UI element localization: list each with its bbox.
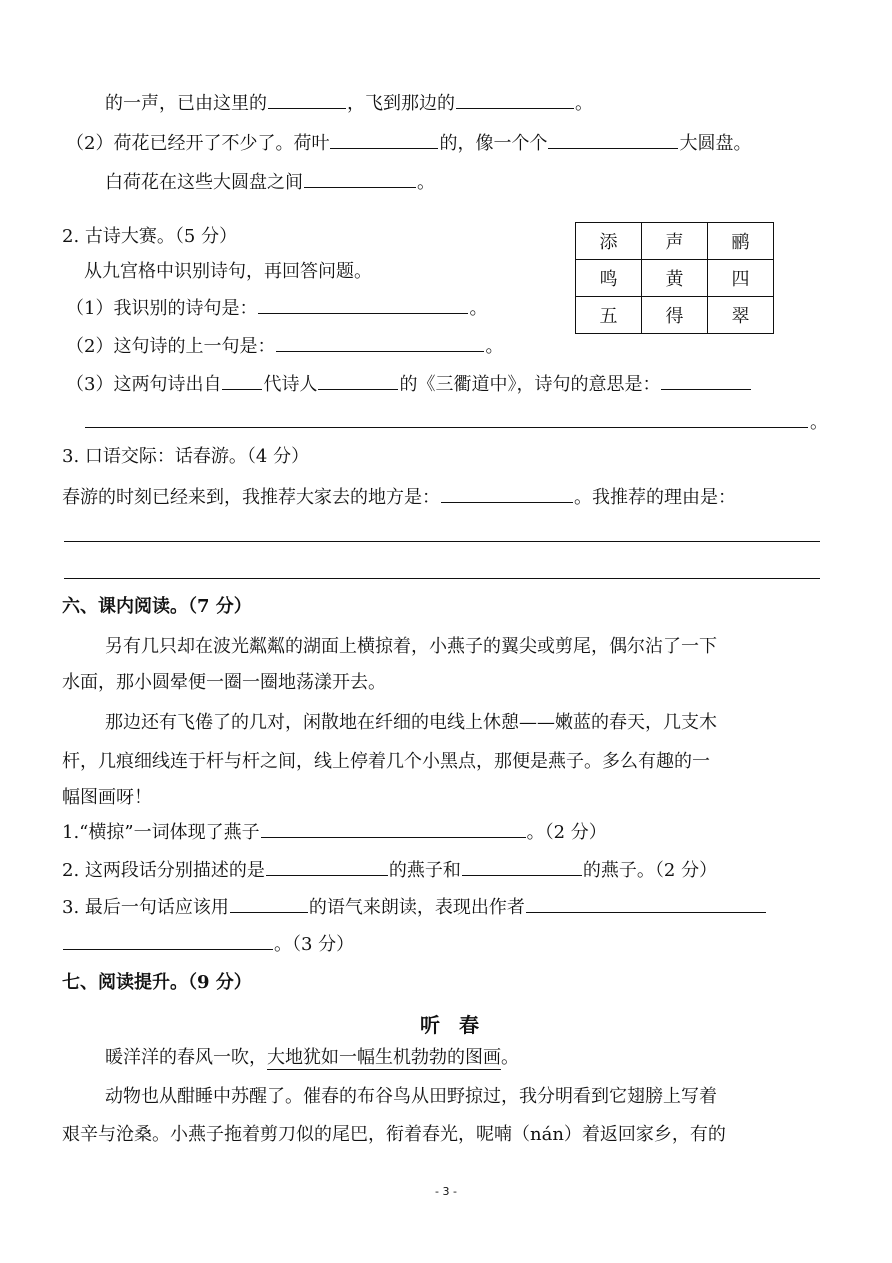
answer-blank[interactable] — [548, 130, 678, 149]
answer-blank[interactable] — [441, 484, 573, 503]
s6-q3-cont — [62, 931, 354, 958]
s7-p1 — [105, 1045, 519, 1071]
grid-cell: 四 — [708, 260, 774, 297]
q1-sub2-line2 — [105, 169, 435, 196]
s6-p2-line1: 那边还有飞倦了的几对，闲散地在纤细的电线上休憩——嫩蓝的春天，几支木 — [105, 712, 717, 733]
q1-sub2-text-a: （2）荷花已经开了不少了。荷叶 — [66, 133, 330, 154]
s6-p1-line1: 另有几只却在波光粼粼的湖面上横掠着，小燕子的翼尖或剪尾，偶尔沾了一下 — [105, 636, 717, 657]
grid-cell: 鹂 — [708, 223, 774, 260]
answer-blank[interactable] — [661, 371, 751, 390]
grid-cell: 声 — [642, 223, 708, 260]
s6-q2-text-b: 的燕子和 — [388, 860, 461, 881]
answer-blank[interactable] — [258, 295, 468, 314]
s6-p2-line3: 幅图画呀！ — [62, 787, 152, 808]
answer-blank[interactable] — [276, 333, 484, 352]
q2-sub1 — [66, 295, 487, 322]
answer-blank[interactable] — [526, 894, 766, 913]
s6-q1-text-a: 1.“横掠”一词体现了燕子 — [62, 822, 260, 843]
q1-sub2-text-e: 。 — [417, 172, 435, 193]
q3-title: 3. 口语交际：话春游。（4 分） — [62, 446, 310, 467]
answer-blank[interactable] — [456, 90, 574, 109]
q1-line1-text-a: 的一声，已由这里的 — [105, 93, 267, 114]
q2-sub2-text-a: （2）这句诗的上一句是： — [66, 336, 276, 357]
q3-line — [62, 484, 736, 511]
s7-p2-line1: 动物也从酣睡中苏醒了。催春的布谷鸟从田野掠过，我分明看到它翅膀上写着 — [105, 1086, 717, 1107]
section6-heading: 六、课内阅读。（7 分） — [62, 596, 252, 617]
answer-blank[interactable] — [330, 130, 438, 149]
q1-line1-text-c: 。 — [575, 93, 593, 114]
s6-q1 — [62, 819, 607, 846]
s7-p1-text-b: 。 — [501, 1047, 519, 1068]
q2-sub2-text-b: 。 — [485, 336, 504, 357]
answer-blank[interactable] — [462, 857, 582, 876]
s6-q3 — [62, 894, 767, 921]
s6-q2-text-a: 2. 这两段话分别描述的是 — [62, 860, 265, 881]
page-number: - 3 - — [435, 1185, 457, 1198]
answer-blank[interactable] — [304, 169, 416, 188]
answer-blank[interactable] — [268, 90, 346, 109]
section7-heading: 七、阅读提升。（9 分） — [62, 972, 252, 993]
q3-text-b: 。我推荐的理由是： — [574, 487, 736, 508]
answer-blank[interactable] — [318, 371, 398, 390]
s7-p1-text-a: 暖洋洋的春风一吹， — [105, 1047, 267, 1068]
grid-cell: 鸣 — [576, 260, 642, 297]
q2-sub1-text-a: （1）我识别的诗句是： — [66, 298, 258, 319]
answer-line[interactable] — [64, 541, 820, 542]
s6-p1-line2: 水面，那小圆晕便一圈一圈地荡漾开去。 — [62, 672, 386, 693]
answer-blank[interactable] — [63, 931, 273, 950]
answer-blank[interactable] — [266, 857, 388, 876]
answer-blank[interactable] — [261, 819, 526, 838]
q2-title: 2. 古诗大赛。（5 分） — [62, 226, 238, 247]
grid-cell: 翠 — [708, 297, 774, 334]
q2-sub3 — [66, 371, 752, 398]
s6-p2-line2: 杆，几痕细线连于杆与杆之间，线上停着几个小黑点，那便是燕子。多么有趣的一 — [62, 751, 710, 772]
underlined-sentence: 大地犹如一幅生机勃勃的图画 — [267, 1047, 501, 1068]
q2-intro: 从九宫格中识别诗句，再回答问题。 — [84, 261, 372, 282]
q2-sub3-text-a: （3）这两句诗出自 — [66, 374, 222, 395]
q1-line1 — [105, 90, 593, 117]
s6-q1-text-b: 。（2 分） — [526, 822, 607, 843]
grid-cell: 黄 — [642, 260, 708, 297]
q1-sub2-text-c: 大圆盘。 — [679, 133, 752, 154]
q2-end: 。 — [810, 412, 828, 433]
q1-sub2-line1 — [66, 130, 751, 157]
answer-line[interactable] — [64, 578, 820, 579]
passage-title: 听 春 — [420, 1013, 485, 1037]
q2-sub3-text-c: 的《三衢道中》，诗句的意思是： — [399, 374, 661, 395]
q2-sub2 — [66, 333, 503, 360]
q3-text-a: 春游的时刻已经来到，我推荐大家去的地方是： — [62, 487, 440, 508]
s7-p2-line2: 艰辛与沧桑。小燕子拖着剪刀似的尾巴，衔着春光，呢喃（nán）着返回家乡，有的 — [62, 1124, 726, 1145]
grid-cell: 添 — [576, 223, 642, 260]
grid-cell: 五 — [576, 297, 642, 334]
answer-line[interactable] — [85, 427, 808, 428]
poem-nine-grid — [575, 222, 774, 334]
q2-sub3-text-b: 代诗人 — [263, 374, 318, 395]
answer-blank[interactable] — [222, 371, 262, 390]
q2-sub1-text-b: 。 — [469, 298, 488, 319]
grid-cell: 得 — [642, 297, 708, 334]
answer-blank[interactable] — [230, 894, 308, 913]
s6-q3-text-c: 。（3 分） — [274, 934, 355, 955]
s6-q2 — [62, 857, 717, 884]
s6-q2-text-c: 的燕子。（2 分） — [582, 860, 718, 881]
s6-q3-text-b: 的语气来朗读，表现出作者 — [308, 897, 525, 918]
q1-sub2-text-b: 的，像一个个 — [439, 133, 548, 154]
q1-sub2-text-d: 白荷花在这些大圆盘之间 — [105, 172, 303, 193]
q1-line1-text-b: ，飞到那边的 — [347, 93, 455, 114]
s6-q3-text-a: 3. 最后一句话应该用 — [62, 897, 229, 918]
